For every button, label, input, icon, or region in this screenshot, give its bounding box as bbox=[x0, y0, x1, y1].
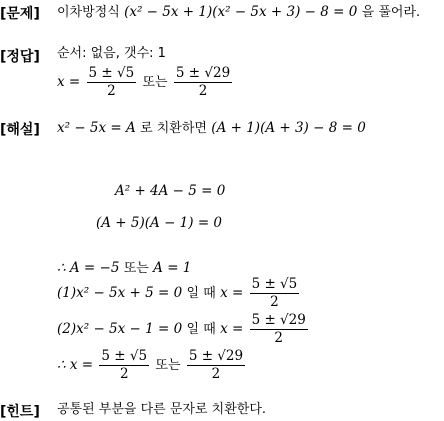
hint-tag: [힌트] bbox=[0, 404, 40, 420]
case1-fraction bbox=[250, 276, 300, 311]
case2-equation: (2)x² − 5x − 1 = 0 bbox=[57, 321, 183, 337]
answer-x-eq: x = bbox=[57, 74, 81, 90]
case2-when: 일 때 bbox=[186, 322, 216, 337]
solution-case-2 bbox=[57, 312, 310, 347]
answer-info: 순서: 없음, 갯수: 1 bbox=[57, 46, 166, 61]
case1-when: 일 때 bbox=[186, 286, 216, 301]
solution-final bbox=[57, 348, 247, 383]
therefore1-or: 또는 bbox=[123, 261, 149, 276]
final-fraction-2 bbox=[187, 348, 245, 383]
problem-tag: [문제] bbox=[0, 6, 40, 22]
solution-eq-1: A² + 4A − 5 = 0 bbox=[115, 183, 226, 199]
final-fraction-1 bbox=[99, 348, 149, 383]
case2-num: 5 ± √29 bbox=[251, 312, 306, 328]
problem-text-pre: 이차방정식 bbox=[57, 5, 120, 20]
case2-x: x = bbox=[220, 321, 244, 337]
final-num-2: 5 ± √29 bbox=[188, 348, 244, 364]
answer-tag: [정답] bbox=[0, 49, 40, 65]
substituted-equation: (A + 1)(A + 3) − 8 = 0 bbox=[211, 120, 366, 136]
problem-statement bbox=[57, 3, 420, 22]
case1-num: 5 ± √5 bbox=[251, 276, 298, 292]
answer-fraction-2 bbox=[174, 65, 232, 100]
answer-fraction-1 bbox=[87, 65, 137, 100]
problem-text-post: 을 풀어라. bbox=[361, 5, 421, 20]
answer-or: 또는 bbox=[142, 75, 168, 90]
solution-case-1 bbox=[57, 276, 301, 311]
answer-frac2-num: 5 ± √29 bbox=[175, 65, 231, 81]
final-den-2: 2 bbox=[211, 366, 221, 382]
substitution-text: 로 치환하면 bbox=[140, 121, 207, 136]
final-or: 또는 bbox=[155, 358, 181, 373]
answer-frac1-num: 5 ± √5 bbox=[88, 65, 135, 81]
final-den-1: 2 bbox=[119, 366, 129, 382]
answer-frac1-den: 2 bbox=[107, 83, 116, 99]
therefore1-b: A = 1 bbox=[153, 260, 192, 276]
problem-equation: (x² − 5x + 1)(x² − 5x + 3) − 8 = 0 bbox=[124, 4, 358, 20]
answer-frac2-den: 2 bbox=[198, 83, 208, 99]
solution-eq-2: (A + 5)(A − 1) = 0 bbox=[96, 215, 223, 231]
solution-line-1 bbox=[57, 119, 366, 138]
hint-text: 공통된 부분을 다른 문자로 치환한다. bbox=[57, 402, 267, 417]
case1-equation: (1)x² − 5x + 5 = 0 bbox=[57, 285, 183, 301]
case1-x: x = bbox=[220, 285, 244, 301]
case1-den: 2 bbox=[270, 294, 279, 310]
case2-den: 2 bbox=[274, 330, 283, 346]
final-x: ∴ x = bbox=[57, 357, 94, 373]
answer-expression bbox=[57, 65, 234, 100]
solution-tag: [해설] bbox=[0, 122, 40, 138]
final-num-1: 5 ± √5 bbox=[101, 348, 148, 364]
therefore1-a: ∴ A = −5 bbox=[57, 260, 120, 276]
substitution-expr: x² − 5x = A bbox=[57, 120, 136, 136]
case2-fraction bbox=[250, 312, 308, 347]
